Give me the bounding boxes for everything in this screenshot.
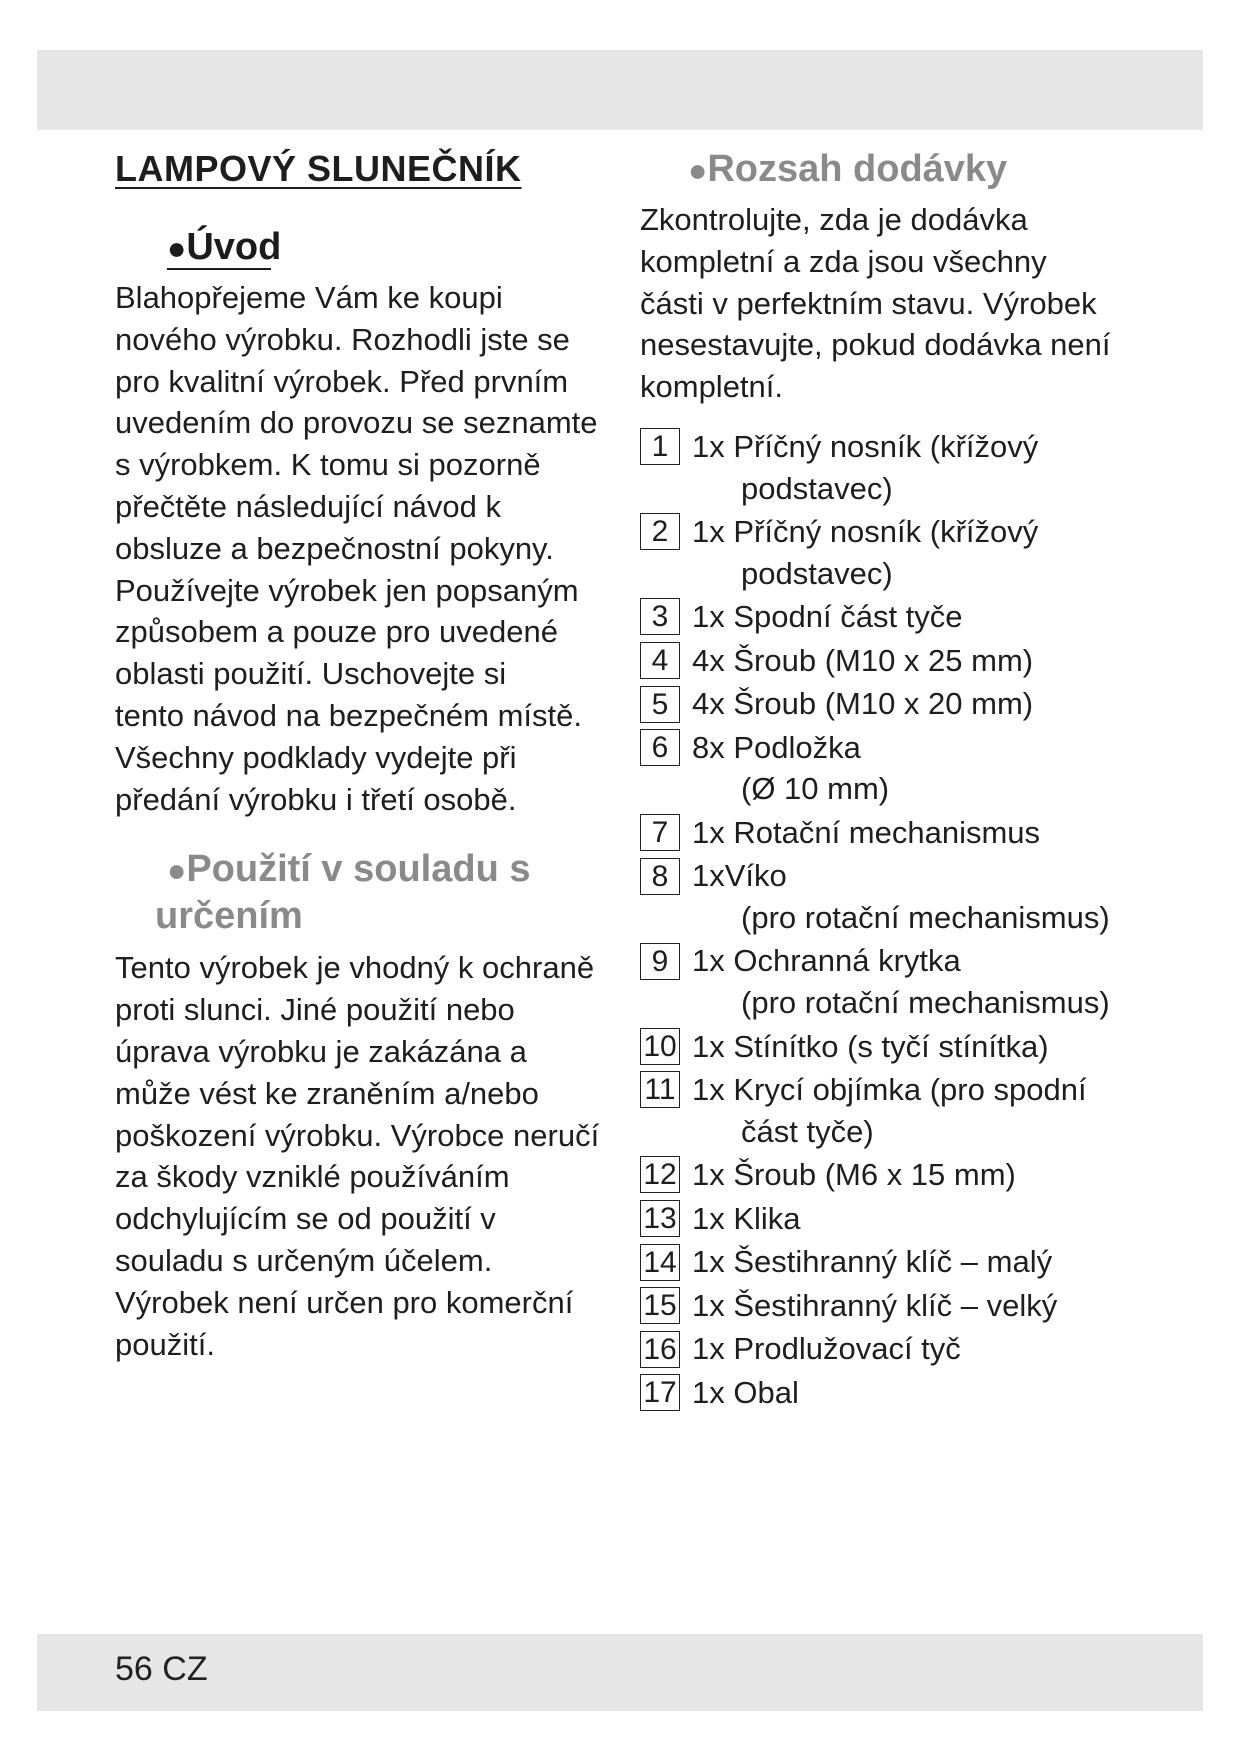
bullet-icon: ●: [167, 852, 187, 889]
item-number-box: 5: [640, 686, 680, 723]
item-text: 1x Šestihranný klíč – velký: [692, 1287, 1058, 1323]
list-item: [640, 1024, 1200, 1068]
list-item: [640, 638, 1200, 682]
section-heading-pouziti: [155, 846, 615, 939]
item-text-continuation: část tyče): [741, 1113, 874, 1149]
heading-underline: [167, 268, 271, 270]
list-item: [640, 725, 1200, 769]
list-item: [640, 1370, 1200, 1414]
heading-text: Rozsah dodávky: [707, 148, 1008, 190]
item-text: 1x Prodlužovací tyč: [692, 1331, 961, 1367]
bullet-icon: ●: [167, 230, 187, 266]
text-line: předání výrobku i třetí osobě.: [115, 781, 517, 817]
delivery-list: [640, 424, 1200, 1414]
item-text-continuation: podstavec): [741, 555, 893, 591]
heading-text-line1: Použití v souladu s: [186, 848, 531, 891]
list-item: [640, 424, 1200, 468]
text-line: způsobem a pouze pro uvedené: [115, 614, 558, 650]
item-text: 1x Šroub (M6 x 15 mm): [692, 1157, 1016, 1193]
text-line: části v perfektním stavu. Výrobek: [640, 285, 1097, 321]
item-number-box: 6: [640, 729, 680, 766]
text-line: s výrobkem. K tomu si pozorně: [115, 447, 541, 483]
item-text: 1x Rotační mechanismus: [692, 814, 1041, 850]
text-line: poškození výrobku. Výrobce neručí: [115, 1117, 600, 1153]
text-line: Všechny podklady vydejte při: [115, 739, 517, 775]
heading-text: Úvod: [186, 226, 282, 268]
item-text: 1x Příčný nosník (křížový: [692, 514, 1039, 550]
text-line: Blahopřejeme Vám ke koupi: [115, 280, 503, 315]
item-number-box: 16: [640, 1331, 680, 1368]
item-number-box: 4: [640, 642, 680, 679]
text-line: odchylujícím se od použití v: [115, 1201, 496, 1237]
list-item: [640, 509, 1200, 553]
list-item: [640, 1067, 1200, 1111]
list-item: [640, 681, 1200, 725]
text-line: Tento výrobek je vhodný k ochraně: [115, 950, 595, 986]
item-number-box: 3: [640, 598, 680, 635]
pouziti-paragraph: [115, 947, 615, 1365]
bullet-icon: ●: [688, 152, 708, 188]
item-number-box: 11: [640, 1071, 680, 1108]
text-line: oblasti použití. Uschovejte si: [115, 656, 507, 692]
header-band: [37, 50, 1203, 130]
item-text: 1x Příčný nosník (křížový: [692, 429, 1039, 465]
right-column: [640, 140, 1200, 1414]
text-line: může vést ke zraněním a/nebo: [115, 1075, 539, 1111]
item-text-continuation: (Ø 10 mm): [741, 771, 890, 807]
item-text-continuation: podstavec): [741, 470, 893, 506]
text-line: použití.: [115, 1326, 215, 1362]
text-line: Výrobek není určen pro komerční: [115, 1284, 574, 1320]
item-number-box: 14: [640, 1244, 680, 1281]
list-item: [640, 1152, 1200, 1196]
heading-text-line2: určením: [155, 895, 303, 938]
list-item: [640, 938, 1200, 982]
item-text: 1x Ochranná krytka: [692, 943, 961, 979]
list-item: [640, 1326, 1200, 1370]
text-line: kompletní a zda jsou všechny: [640, 243, 1047, 279]
list-item: [640, 1239, 1200, 1283]
text-line: nového výrobku. Rozhodli jste se: [115, 321, 570, 357]
rozsah-paragraph: [640, 199, 1200, 408]
item-number-box: 12: [640, 1156, 680, 1193]
text-line: uvedením do provozu se seznamte: [115, 405, 598, 441]
footer-band: [37, 1634, 1203, 1711]
text-line: Zkontrolujte, zda je dodávka: [640, 202, 1028, 237]
text-line: kompletní.: [640, 369, 784, 405]
text-line: za škody vzniklé používáním: [115, 1159, 510, 1195]
page-number: 56 CZ: [115, 1650, 208, 1688]
item-number-box: 17: [640, 1374, 680, 1411]
item-text: 1x Obal: [692, 1375, 799, 1411]
item-text: 1xVíko: [692, 858, 787, 894]
left-column: [115, 140, 615, 1365]
text-line: přečtěte následující návod k: [115, 488, 502, 524]
text-line: pro kvalitní výrobek. Před prvním: [115, 363, 569, 399]
list-item: [640, 594, 1200, 638]
list-item: [640, 1196, 1200, 1240]
item-number-box: 10: [640, 1028, 680, 1065]
section-heading-uvod: [167, 224, 615, 271]
item-text-continuation: (pro rotační mechanismus): [741, 899, 1110, 935]
text-line: proti slunci. Jiné použití nebo: [115, 992, 515, 1028]
item-text: 8x Podložka: [692, 729, 861, 765]
item-number-box: 1: [640, 428, 680, 465]
text-line: obsluze a bezpečnostní pokyny.: [115, 530, 554, 566]
item-text: 1x Klika: [692, 1200, 801, 1236]
item-number-box: 7: [640, 814, 680, 851]
item-number-box: 8: [640, 858, 680, 895]
item-number-box: 2: [640, 513, 680, 550]
item-text: 1x Šestihranný klíč – malý: [692, 1244, 1053, 1280]
text-line: Používejte výrobek jen popsaným: [115, 572, 579, 608]
uvod-paragraph: [115, 277, 615, 820]
list-item: [640, 853, 1200, 897]
item-text: 4x Šroub (M10 x 20 mm): [692, 686, 1034, 722]
list-item: [640, 810, 1200, 854]
item-text: 1x Krycí objímka (pro spodní: [692, 1072, 1087, 1108]
text-line: nesestavujte, pokud dodávka není: [640, 327, 1111, 363]
item-number-box: 9: [640, 943, 680, 980]
item-text: 1x Stínítko (s tyčí stínítka): [692, 1028, 1049, 1064]
item-number-box: 13: [640, 1200, 680, 1237]
list-item: [640, 1283, 1200, 1327]
page-title: LAMPOVÝ SLUNEČNÍK: [115, 148, 522, 189]
section-heading-rozsah: [688, 146, 1200, 193]
text-line: úprava výrobku je zakázána a: [115, 1033, 527, 1069]
item-text-continuation: (pro rotační mechanismus): [741, 985, 1110, 1021]
text-line: tento návod na bezpečném místě.: [115, 697, 583, 733]
item-text: 1x Spodní část tyče: [692, 599, 963, 635]
item-number-box: 15: [640, 1287, 680, 1324]
text-line: souladu s určeným účelem.: [115, 1242, 493, 1278]
item-text: 4x Šroub (M10 x 25 mm): [692, 642, 1034, 678]
